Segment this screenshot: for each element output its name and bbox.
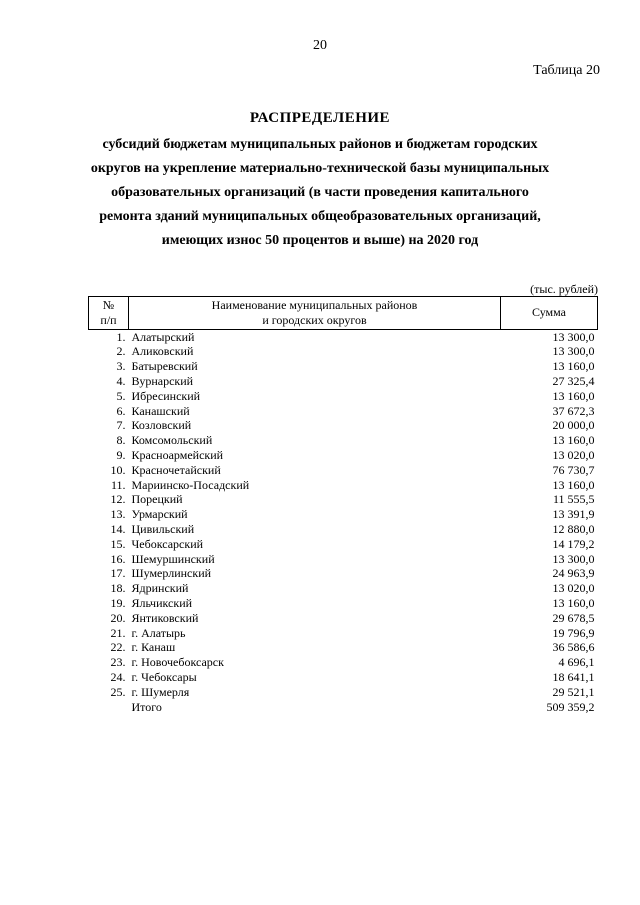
table-row <box>89 359 598 374</box>
row-sum: 13 160,0 <box>552 477 595 492</box>
row-sum: 11 555,5 <box>552 492 595 507</box>
table-header-row <box>89 297 598 330</box>
row-number: 6. <box>116 403 126 418</box>
distribution-table <box>88 296 598 714</box>
table-row <box>89 344 598 359</box>
table-header <box>89 297 598 330</box>
row-name: г. Алатырь <box>131 625 186 640</box>
header-number <box>89 297 129 330</box>
row-sum: 29 521,1 <box>552 684 595 699</box>
row-number: 10. <box>110 462 126 477</box>
header-name <box>129 297 501 330</box>
row-name: Янтиковский <box>131 610 199 625</box>
table-body <box>89 329 598 714</box>
total-number-cell <box>89 700 129 715</box>
total-sum: 509 359,2 <box>546 699 595 714</box>
table-row <box>89 433 598 448</box>
row-number: 1. <box>116 329 126 344</box>
row-sum: 12 880,0 <box>552 521 595 536</box>
row-name: Урмарский <box>131 507 188 522</box>
heading-title: РАСПРЕДЕЛЕНИЕ <box>249 110 391 126</box>
table-row <box>89 374 598 389</box>
row-sum: 13 020,0 <box>552 581 595 596</box>
row-name: Шемуршинский <box>131 551 215 566</box>
table-row <box>89 463 598 478</box>
row-number: 8. <box>116 433 126 448</box>
row-sum: 19 796,9 <box>552 625 595 640</box>
row-name: Козловский <box>131 418 192 433</box>
heading-line: округов на укрепление материально-технической базы муниципальных <box>90 161 550 176</box>
row-number: 3. <box>116 359 126 374</box>
row-sum: 13 300,0 <box>552 551 595 566</box>
table-row <box>89 655 598 670</box>
row-number: 18. <box>110 581 126 596</box>
table-row <box>89 478 598 493</box>
row-name: Алатырский <box>131 329 195 344</box>
row-number: 25. <box>110 684 126 699</box>
row-number: 4. <box>116 373 126 388</box>
row-sum: 27 325,4 <box>552 373 595 388</box>
table-row <box>89 522 598 537</box>
row-number: 15. <box>110 536 126 551</box>
row-name: Яльчикский <box>131 595 193 610</box>
header-number-line1: № <box>102 298 115 312</box>
table-row <box>89 389 598 404</box>
row-sum: 37 672,3 <box>552 403 595 418</box>
row-sum: 13 020,0 <box>552 447 595 462</box>
row-name: Аликовский <box>131 344 194 359</box>
table-row <box>89 626 598 641</box>
row-number: 24. <box>110 669 126 684</box>
row-sum: 4 696,1 <box>558 655 595 670</box>
row-name: Красночетайский <box>131 462 221 477</box>
row-sum: 13 160,0 <box>552 433 595 448</box>
row-name: г. Чебоксары <box>131 669 197 684</box>
table-row <box>89 329 598 344</box>
row-name: Ибресинский <box>131 388 201 403</box>
row-sum: 13 391,9 <box>552 507 595 522</box>
total-row <box>89 700 598 715</box>
row-sum: 29 678,5 <box>552 610 595 625</box>
row-sum: 13 160,0 <box>552 359 595 374</box>
row-name: Вурнарский <box>131 373 194 388</box>
row-number: 11. <box>110 477 126 492</box>
header-name-line1: Наименование муниципальных районов <box>211 298 418 312</box>
table-row <box>89 611 598 626</box>
table-row <box>89 685 598 700</box>
row-sum: 18 641,1 <box>552 669 595 684</box>
row-name: Красноармейский <box>131 447 224 462</box>
row-name: Шумерлинский <box>131 566 212 581</box>
row-number: 22. <box>110 640 126 655</box>
row-name: Батыревский <box>131 359 198 374</box>
row-number: 20. <box>110 610 126 625</box>
row-name: Чебоксарский <box>131 536 204 551</box>
row-name: Цивильский <box>131 521 195 536</box>
table-row <box>89 507 598 522</box>
row-number: 19. <box>110 595 126 610</box>
header-sum: Сумма <box>501 297 598 330</box>
heading-line: образовательных организаций (в части проведения капитального <box>111 185 529 200</box>
heading-line: субсидий бюджетам муниципальных районов и бюджетам городских <box>102 137 538 152</box>
table-row <box>89 448 598 463</box>
row-name: Порецкий <box>131 492 183 507</box>
row-sum: 36 586,6 <box>552 640 595 655</box>
row-number: 17. <box>110 566 126 581</box>
row-name: г. Шумерля <box>131 684 190 699</box>
table-row <box>89 640 598 655</box>
row-name: Канашский <box>131 403 190 418</box>
table-row <box>89 404 598 419</box>
row-number: 13. <box>110 507 126 522</box>
header-name-line2: и городских округов <box>262 312 367 327</box>
document-heading <box>60 110 580 253</box>
table-row <box>89 581 598 596</box>
row-number: 21. <box>110 625 126 640</box>
row-number: 9. <box>116 447 126 462</box>
row-number: 14. <box>110 521 126 536</box>
header-number-line2: п/п <box>100 312 117 327</box>
heading-line: ремонта зданий муниципальных общеобразовательных организаций, <box>99 209 541 224</box>
units-note: (тыс. рублей) <box>530 282 598 296</box>
row-sum: 76 730,7 <box>552 462 595 477</box>
table-row <box>89 670 598 685</box>
row-number: 7. <box>116 418 126 433</box>
table-row <box>89 492 598 507</box>
row-number: 2. <box>116 344 126 359</box>
row-sum: 24 963,9 <box>552 566 595 581</box>
row-sum: 20 000,0 <box>552 418 595 433</box>
row-number: 5. <box>116 388 126 403</box>
heading-line: имеющих износ 50 процентов и выше) на 2020 год <box>161 233 479 248</box>
row-number: 12. <box>110 492 126 507</box>
table-row <box>89 566 598 581</box>
page-number: 20 <box>313 38 327 53</box>
row-sum: 14 179,2 <box>552 536 595 551</box>
row-name: г. Новочебоксарск <box>131 655 224 670</box>
table-row <box>89 552 598 567</box>
table-row <box>89 418 598 433</box>
row-name: Мариинско-Посадский <box>131 477 250 492</box>
row-number: 16. <box>110 551 126 566</box>
row-sum: 13 300,0 <box>552 329 595 344</box>
total-label: Итого <box>131 699 162 714</box>
table-row <box>89 537 598 552</box>
row-name: г. Канаш <box>131 640 176 655</box>
row-number: 23. <box>110 655 126 670</box>
row-name: Комсомольский <box>131 433 213 448</box>
row-sum: 13 160,0 <box>552 595 595 610</box>
row-sum: 13 300,0 <box>552 344 595 359</box>
row-name: Ядринский <box>131 581 189 596</box>
table-row <box>89 596 598 611</box>
row-sum: 13 160,0 <box>552 388 595 403</box>
table-label: Таблица 20 <box>533 63 600 78</box>
